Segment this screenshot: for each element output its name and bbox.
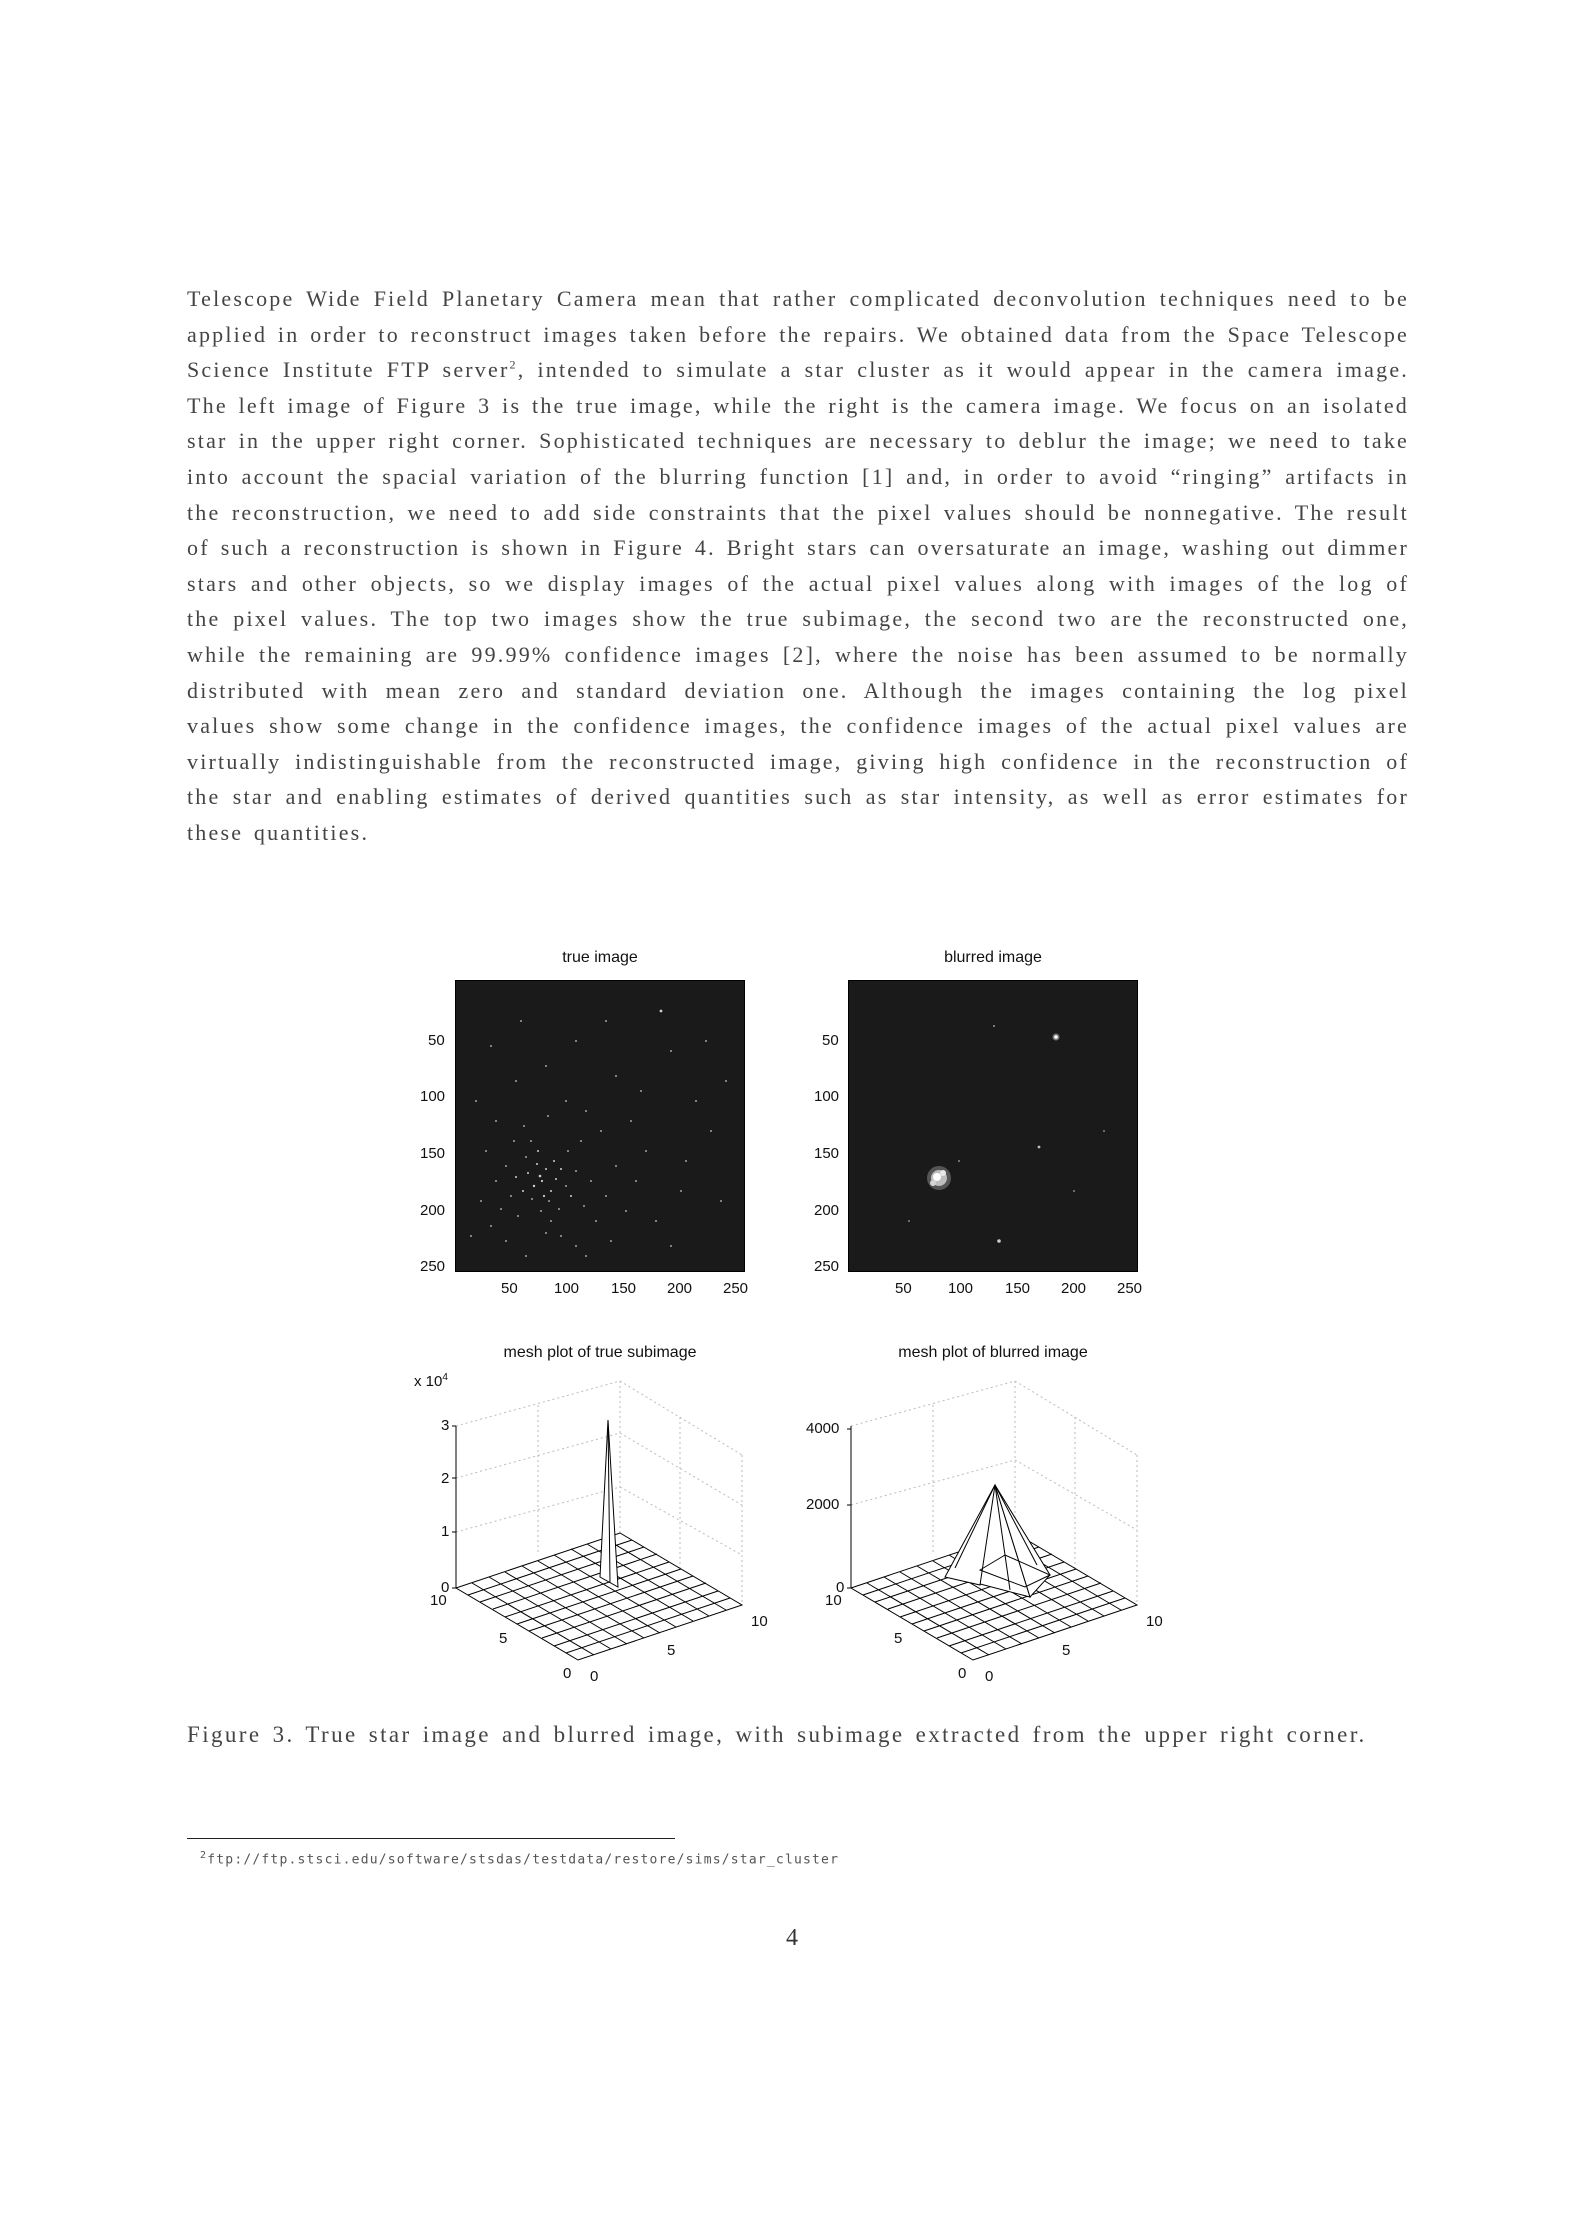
blurred-image-xtick-100: 100	[948, 1280, 974, 1297]
mesh-blurred-ztick-0: 0	[836, 1579, 845, 1596]
mesh-blurred-axes	[847, 1426, 851, 1588]
mesh-true-axis-10-right: 10	[751, 1613, 768, 1630]
mesh-true-ztick-0: 0	[441, 1579, 450, 1596]
mesh-true-exponent-power: 4	[442, 1372, 448, 1383]
mesh-true-axis-0-left: 0	[563, 1665, 572, 1682]
page-number: 4	[786, 1925, 798, 1951]
figure-caption: Figure 3. True star image and blurred image, with subimage extracted from the upper right corner.	[187, 1722, 1367, 1747]
body-paragraph	[187, 281, 1409, 851]
true-image-ytick-200: 200	[420, 1202, 446, 1219]
mesh-blurred-axis-5-left: 5	[894, 1630, 903, 1647]
mesh-blurred-ztick-2000: 2000	[806, 1496, 840, 1513]
mesh-true-axis-10-left: 10	[430, 1592, 447, 1609]
mesh-true-ztick-2: 2	[441, 1470, 450, 1487]
footnote-url[interactable]: ftp://ftp.stsci.edu/software/stsdas/testdata/restore/sims/star_cluster	[207, 1852, 840, 1868]
footnote	[200, 1850, 839, 1867]
blurred-image-xtick-200: 200	[1061, 1280, 1087, 1297]
true-image-xtick-250: 250	[723, 1280, 749, 1297]
mesh-blurred-ztick-4000: 4000	[806, 1420, 840, 1437]
mesh-blurred-axis-10-right: 10	[1146, 1613, 1163, 1630]
blurred-image-stars	[849, 981, 1137, 1271]
true-image-stars	[456, 981, 744, 1271]
blurred-image-xtick-250: 250	[1117, 1280, 1143, 1297]
blurred-image-ytick-50: 50	[822, 1032, 839, 1049]
footnote-reference[interactable]: 2	[509, 357, 518, 372]
mesh-true-axis-5-left: 5	[499, 1630, 508, 1647]
blurred-image-ytick-150: 150	[814, 1145, 840, 1162]
mesh-true-exponent-base: x 10	[414, 1373, 443, 1390]
footnote-mark: 2	[200, 1850, 208, 1861]
blurred-image-title: blurred image	[944, 949, 1042, 966]
true-image-ytick-100: 100	[420, 1088, 446, 1105]
true-image-ytick-150: 150	[420, 1145, 446, 1162]
mesh-blurred-title: mesh plot of blurred image	[898, 1344, 1088, 1361]
footnote-rule	[187, 1838, 675, 1839]
mesh-true-ztick-3: 3	[441, 1417, 450, 1434]
true-image-xtick-50: 50	[501, 1280, 518, 1297]
mesh-true-title: mesh plot of true subimage	[503, 1344, 697, 1361]
true-image-ytick-250: 250	[420, 1258, 446, 1275]
body-text-part1: Telescope Wide Field Planetary Camera mean that rather complicated deconvolution techniques need to be applied in order to reconstruct images taken before the repairs. We obtained data from the Space Telescope Science Institute FTP server	[187, 286, 1409, 383]
mesh-blurred-plot	[805, 1365, 1165, 1695]
true-image-xtick-150: 150	[611, 1280, 637, 1297]
mesh-blurred-peak	[945, 1485, 1050, 1597]
blurred-image	[848, 980, 1138, 1272]
mesh-true-axis-5-right: 5	[667, 1642, 676, 1659]
blurred-image-xtick-50: 50	[895, 1280, 912, 1297]
blurred-image-ytick-100: 100	[814, 1088, 840, 1105]
true-image-xtick-100: 100	[554, 1280, 580, 1297]
blurred-image-ytick-200: 200	[814, 1202, 840, 1219]
blurred-image-xtick-150: 150	[1005, 1280, 1031, 1297]
mesh-blurred-axis-5-right: 5	[1062, 1642, 1071, 1659]
mesh-blurred-axis-10-left: 10	[825, 1592, 842, 1609]
mesh-true-ztick-1: 1	[441, 1523, 450, 1540]
mesh-blurred-axis-0-right: 0	[985, 1668, 994, 1685]
true-image-xtick-200: 200	[667, 1280, 693, 1297]
mesh-true-axes	[452, 1426, 456, 1588]
body-text-part2: , intended to simulate a star cluster as it would appear in the camera image. The left image of Figure 3 is the true image, while the right is the camera image. We focus on an isolated star in the upper right corner. Sophisticated techniques are necessary to deblur the image; we need to take into account the spacial variation of the blurring function [1] and, in order to avoid “ringing” artifacts in the reconstruction, we need to add side constraints that the pixel values should be nonnegative. The result of such a reconstruction is shown in Figure 4. Bright stars can oversaturate an image, washing out dimmer stars and other objects, so we display images of the actual pixel values along with images of the log of the pixel values. The top two images show the true subimage, the second two are the reconstructed one, while the remaining are 99.99% confidence images [2], where the noise has been assumed to be normally distributed with mean zero and standard deviation one. Although the images containing the log pixel values show some change in the confidence images, the confidence images of the actual pixel values are virtually indistinguishable from the reconstructed image, giving high confidence in the reconstruction of the star and enabling estimates of derived quantities such as star intensity, as well as error estimates for these quantities.	[187, 357, 1409, 845]
mesh-true-axis-0-right: 0	[590, 1668, 599, 1685]
true-image-ytick-50: 50	[428, 1032, 445, 1049]
true-image-title: true image	[562, 949, 638, 966]
blurred-image-ytick-250: 250	[814, 1258, 840, 1275]
true-image	[455, 980, 745, 1272]
mesh-true-plot	[410, 1365, 770, 1695]
mesh-blurred-axis-0-left: 0	[958, 1665, 967, 1682]
